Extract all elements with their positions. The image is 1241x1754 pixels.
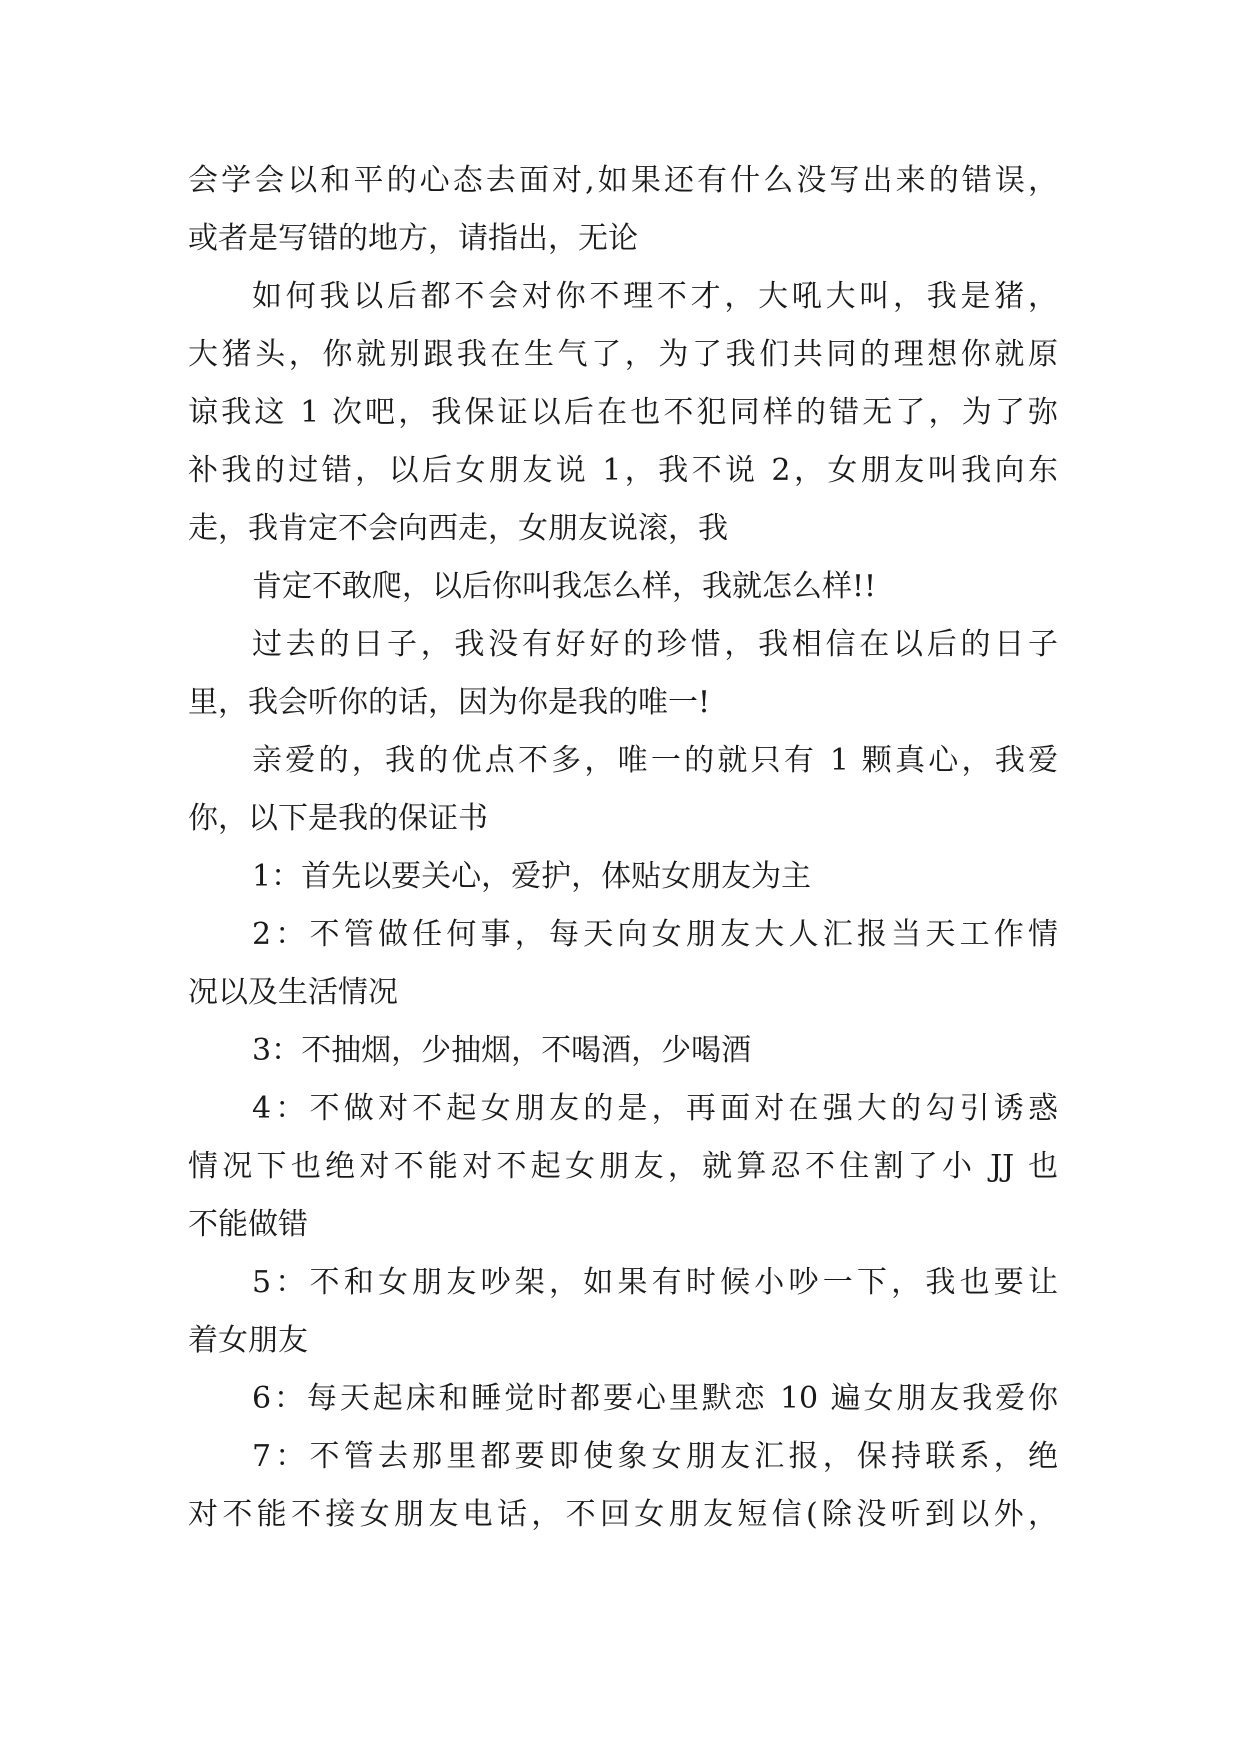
list-item-5: 5：不和女朋友吵架，如果有时候小吵一下，我也要让 — [252, 1265, 1058, 1300]
text-line: 谅我这 1 次吧，我保证以后在也不犯同样的错无了，为了弥 — [188, 395, 1058, 430]
text-line: 会学会以和平的心态去面对,如果还有什么没写出来的错误， — [188, 163, 1058, 198]
text-line: 或者是写错的地方，请指出，无论 — [188, 221, 638, 256]
list-item-7: 7：不管去那里都要即使象女朋友汇报，保持联系，绝 — [252, 1439, 1058, 1474]
text-line: 对不能不接女朋友电话，不回女朋友短信(除没听到以外， — [188, 1497, 1058, 1532]
text-line: 你，以下是我的保证书 — [188, 801, 488, 836]
paragraph-start-line: 如何我以后都不会对你不理不才，大吼大叫，我是猪， — [252, 279, 1058, 314]
text-line: 情况下也绝对不能对不起女朋友，就算忍不住割了小 JJ 也 — [188, 1149, 1058, 1184]
list-item-4: 4：不做对不起女朋友的是，再面对在强大的勾引诱惑 — [252, 1091, 1058, 1126]
list-item-3: 3：不抽烟，少抽烟，不喝酒，少喝酒 — [252, 1033, 752, 1068]
list-item-6: 6：每天起床和睡觉时都要心里默恋 10 遍女朋友我爱你 — [252, 1381, 1058, 1416]
paragraph-start-line: 过去的日子，我没有好好的珍惜，我相信在以后的日子 — [252, 627, 1058, 662]
paragraph-start-line: 肯定不敢爬，以后你叫我怎么样，我就怎么样!! — [252, 569, 877, 604]
text-line: 不能做错 — [188, 1207, 308, 1242]
paragraph-start-line: 亲爱的，我的优点不多，唯一的就只有 1 颗真心，我爱 — [252, 743, 1058, 778]
text-line: 补我的过错，以后女朋友说 1，我不说 2，女朋友叫我向东 — [188, 453, 1058, 488]
list-item-2: 2：不管做任何事，每天向女朋友大人汇报当天工作情 — [252, 917, 1058, 952]
list-item-1: 1：首先以要关心，爱护，体贴女朋友为主 — [252, 859, 812, 894]
text-line: 大猪头，你就别跟我在生气了，为了我们共同的理想你就原 — [188, 337, 1058, 372]
text-line: 走，我肯定不会向西走，女朋友说滚，我 — [188, 511, 728, 546]
text-line: 着女朋友 — [188, 1323, 308, 1358]
text-line: 里，我会听你的话，因为你是我的唯一! — [188, 685, 711, 720]
text-line: 况以及生活情况 — [188, 975, 398, 1010]
document-body — [188, 152, 1058, 1544]
